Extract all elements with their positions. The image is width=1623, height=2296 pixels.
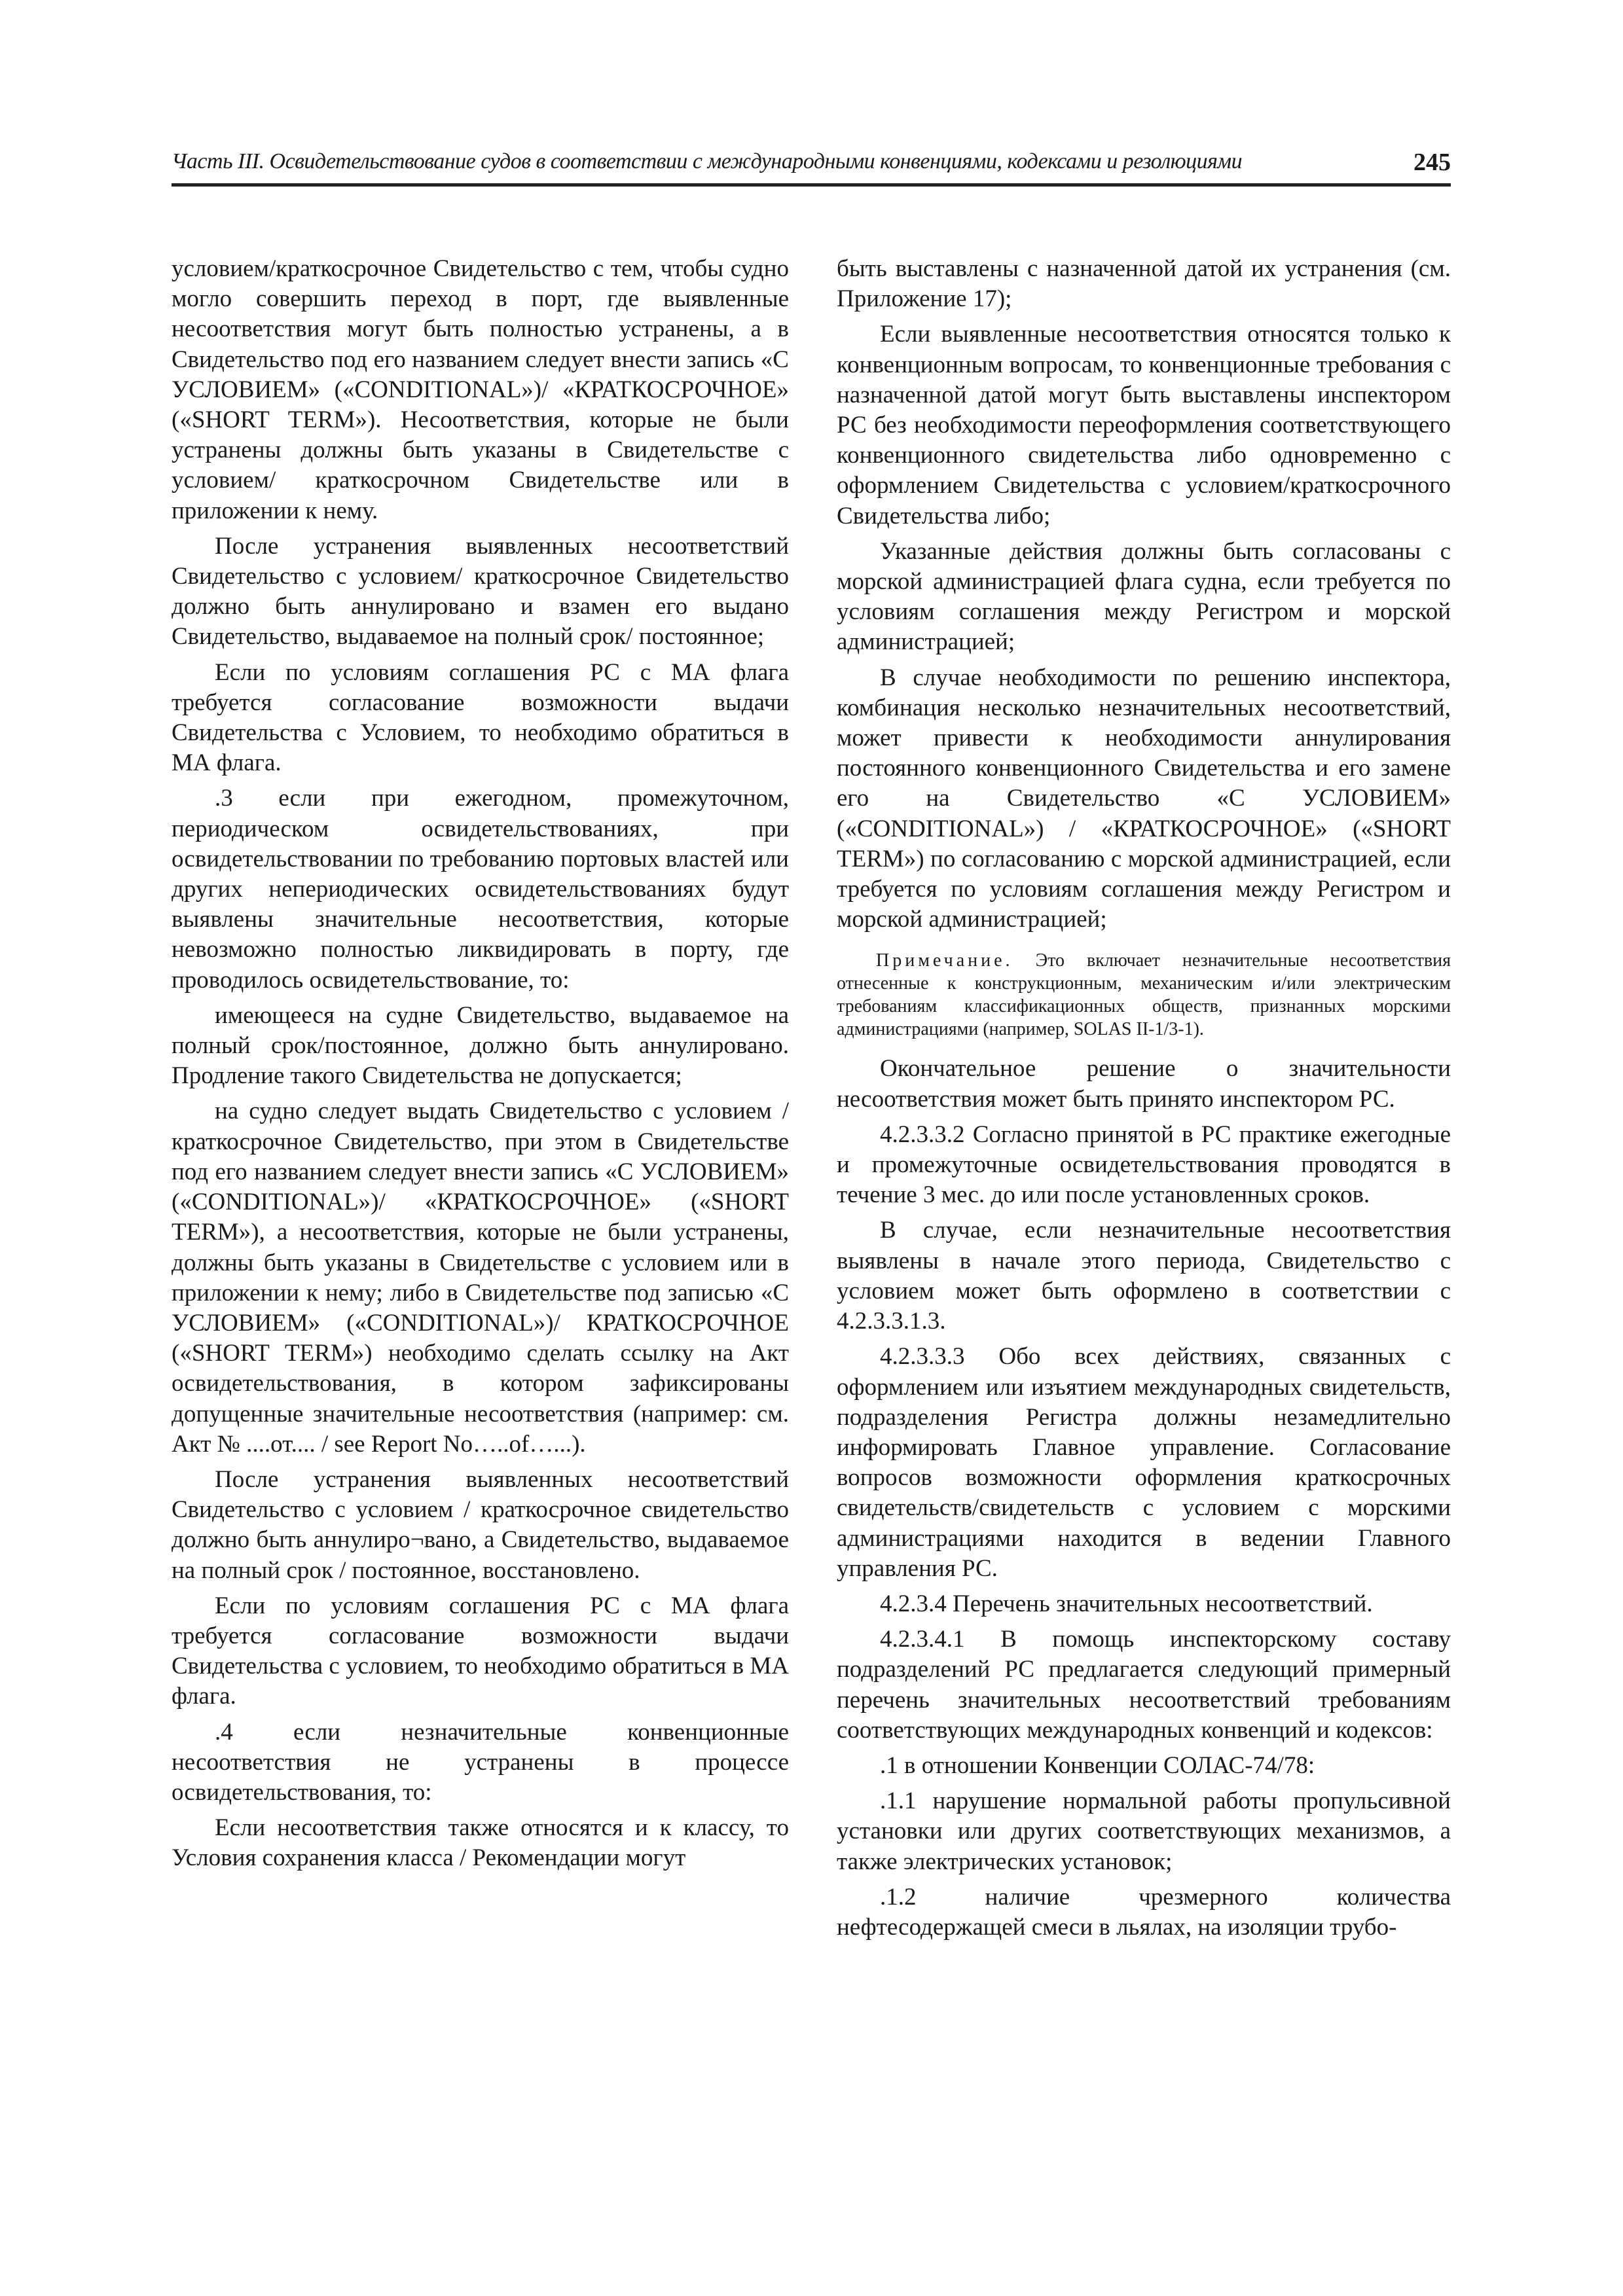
paragraph: условием/краткосрочное Свидетельство с тем, чтобы судно могло совершить переход в порт, где выявленные несоответствия могут быть полностью устранены, а в Свидетельство под его названием следует внести запись «С УСЛОВИЕМ» («CONDITIONAL»)/ «КРАТКОСРОЧНОЕ» («SHORT TERM»). Несоответствия, которые не были устранены должны быть указаны в Свидетельстве с условием/ краткосрочном Свидетельстве или в приложении к нему.: [172, 255, 789, 524]
paragraph: быть выставлены с назначенной датой их устранения (см. Приложение 17);: [837, 255, 1451, 313]
header-rule: [172, 183, 1451, 187]
paragraph: 4.2.3.3.3 Обо всех действиях, связанных с оформлением или изъятием международных свидетельств, подразделения Регистра должны незамедлительно информировать Главное управление. Согласование вопросов возможности оформления краткосрочных свидетельств/свидетельств с условием с морскими администрациями находится в ведении Главного управления РС.: [837, 1343, 1451, 1582]
paragraph: Указанные действия должны быть согласованы с морской администрацией флага судна, если требуется по условиям соглашения между Регистром и морской администрацией;: [837, 537, 1451, 656]
paragraph: на судно следует выдать Свидетельство с условием / краткосрочное Свидетельство, при этом в Свидетельстве под его названием следует внести запись «С УСЛОВИЕМ» («CONDITIONAL»)/ «КРАТКОСРОЧНОЕ» («SHORT TERM»), а несоответствия, которые не были устранены, должны быть указаны в Свидетельстве с условием или в приложении к нему; либо в Свидетельстве под записью «С УСЛОВИЕМ» («CONDITIONAL»)/ КРАТКОСРОЧНОЕ («SHORT TERM») необходимо сделать ссылку на Акт освидетельствования, в котором зафиксированы допущенные значительные несоответствия (например: см. Акт № ....от.... / see Report No…..of…...).: [172, 1098, 789, 1458]
note-block: [837, 949, 1451, 1041]
header-title: Часть III. Освидетельствование судов в соответствии с международными конвенциями, кодексами и резолюциями: [172, 149, 1243, 173]
paragraph: В случае, если незначительные несоответствия выявлены в начале этого периода, Свидетельство с условием может быть оформлено в соответствии с 4.2.3.3.1.3.: [837, 1217, 1451, 1335]
paragraph: Если несоответствия также относятся и к классу, то Условия сохранения класса / Рекомендации могут: [172, 1814, 789, 1872]
paragraph: .3 если при ежегодном, промежуточном, периодическом освидетельствованиях, при освидетельствовании по требованию портовых властей или других непериодических освидетельствованиях будут выявлены значительные несоответствия, которые невозможно полностью ликвидировать в порту, где проводилось освидетельствование, то:: [172, 785, 789, 994]
note-text: Это включает незначительные несоответствия отнесенные к конструкционным, механическим и/или электрическим требованиям классификационных обществ, признанных морскими администрациями (например, SOLAS II-1/3-1).: [837, 950, 1451, 1040]
right-column: [837, 254, 1451, 1943]
paragraph: .1.1 нарушение нормальной работы пропульсивной установки или других соответствующих механизмов, а также электрических установок;: [837, 1787, 1451, 1875]
page-number: 245: [1413, 149, 1451, 176]
paragraph: Если выявленные несоответствия относятся только к конвенционным вопросам, то конвенционные требования с назначенной датой могут быть выставлены инспектором РС без необходимости переоформления соответствующего конвенционного свидетельства либо одновременно с оформлением Свидетельства с условием/краткосрочного Свидетельства либо;: [837, 321, 1451, 529]
paragraph: Окончательное решение о значительности несоответствия может быть принято инспектором РС.: [837, 1055, 1451, 1113]
left-column: [172, 254, 789, 1874]
paragraph: 4.2.3.4.1 В помощь инспекторскому составу подразделений РС предлагается следующий примерный перечень значительных несоответствий требованиям соответствующих международных конвенций и кодексов:: [837, 1626, 1451, 1744]
paragraph: 4.2.3.4 Перечень значительных несоответствий.: [880, 1590, 1373, 1617]
paragraph: .1.2 наличие чрезмерного количества нефтесодержащей смеси в льялах, на изоляции трубо-: [837, 1883, 1451, 1941]
paragraph: 4.2.3.3.2 Согласно принятой в РС практике ежегодные и промежуточные освидетельствования проводятся в течение 3 мес. до или после установленных сроков.: [837, 1121, 1451, 1209]
paragraph: .1 в отношении Конвенции СОЛАС-74/78:: [880, 1751, 1315, 1779]
paragraph: .4 если незначительные конвенционные несоответствия не устранены в процессе освидетельствования, то:: [172, 1718, 789, 1806]
paragraph: В случае необходимости по решению инспектора, комбинация несколько незначительных несоответствий, может привести к необходимости аннулирования постоянного конвенционного Свидетельства и его замене его на Свидетельство «С УСЛОВИЕМ» («CONDITIONAL») / «КРАТКОСРОЧНОЕ» («SHORT TERM») по согласованию с морской администрацией, если требуется по условиям соглашения между Регистром и морской администрацией;: [837, 664, 1451, 933]
paragraph: Если по условиям соглашения РС с МА флага требуется согласование возможности выдачи Свидетельства с Условием, то необходимо обратиться в МА флага.: [172, 658, 789, 777]
paragraph: Если по условиям соглашения РС с МА флага требуется согласование возможности выдачи Свидетельства с условием, то необходимо обратиться в МА флага.: [172, 1592, 789, 1710]
paragraph: имеющееся на судне Свидетельство, выдаваемое на полный срок/постоянное, должно быть аннулировано. Продление такого Свидетельства не допускается;: [172, 1001, 789, 1090]
running-header: [172, 145, 1451, 181]
paragraph: После устранения выявленных несоответствий Свидетельство с условием / краткосрочное свидетельство должно быть аннулиро¬вано, а Свидетельство, выдаваемое на полный срок / постоянное, восстановлено.: [172, 1465, 789, 1584]
paragraph: После устранения выявленных несоответствий Свидетельство с условием/ краткосрочное Свидетельство должно быть аннулировано и взамен его выдано Свидетельство, выдаваемое на полный срок/ постоянное;: [172, 532, 789, 651]
note-label: Примечание.: [876, 950, 1013, 971]
